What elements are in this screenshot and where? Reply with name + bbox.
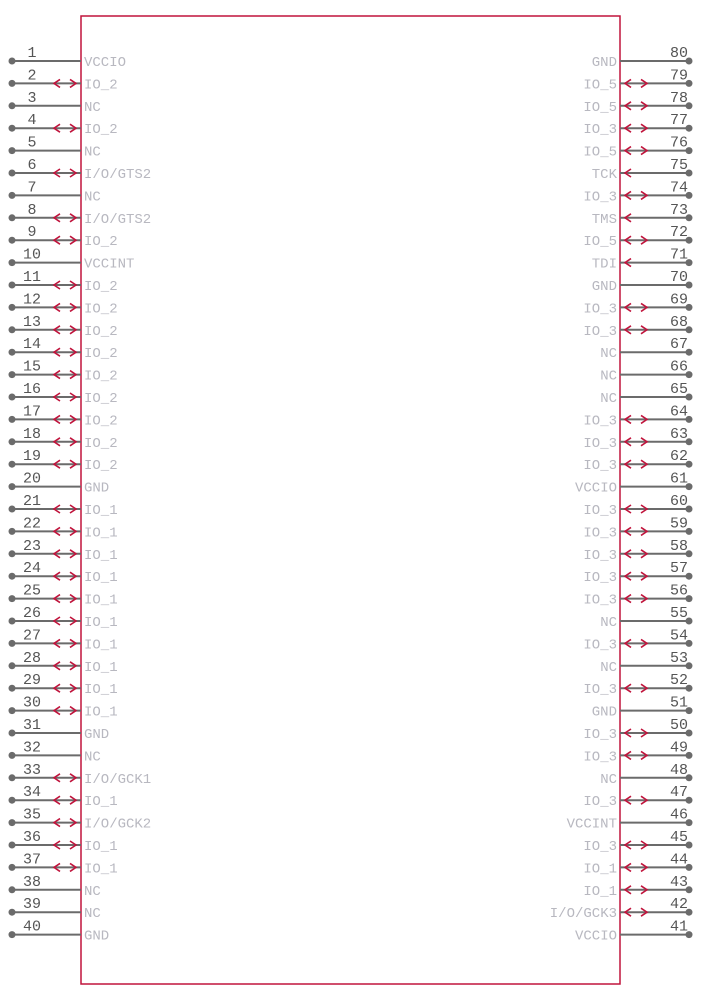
pin-name: I/O/GTS2 (84, 167, 152, 183)
pin-name: IO_3 (583, 592, 617, 609)
pin-endpoint-dot (9, 80, 16, 87)
pin-number: 38 (22, 873, 42, 891)
pin-name: IO_1 (84, 839, 118, 855)
pin-name: NC (600, 659, 617, 676)
pin-name: IO_5 (583, 144, 617, 161)
pin-name: IO_1 (84, 861, 118, 878)
pin-name: NC (600, 615, 617, 631)
pin-number: 20 (22, 470, 42, 488)
pin-name: GND (84, 928, 110, 945)
pin-3 (9, 90, 101, 116)
pin-endpoint-dot (9, 438, 16, 445)
pin-number: 25 (22, 582, 42, 600)
pin-endpoint-dot (9, 371, 16, 378)
pin-name: IO_3 (583, 458, 617, 475)
pin-number: 74 (669, 179, 689, 197)
pin-number: 15 (22, 358, 42, 376)
pin-number: 19 (22, 448, 42, 466)
pin-number: 45 (669, 829, 689, 846)
pin-number: 51 (669, 694, 689, 712)
pin-name: IO_3 (583, 570, 617, 587)
pin-endpoint-dot (9, 237, 16, 244)
pin-number: 13 (22, 313, 42, 331)
pin-name: IO_3 (583, 682, 617, 699)
pin-number: 63 (669, 425, 689, 443)
pin-number: 29 (22, 672, 42, 690)
pin-number: 73 (669, 201, 689, 219)
pin-endpoint-dot (9, 483, 16, 490)
pin-name: NC (600, 391, 617, 407)
pin-number: 76 (669, 134, 689, 152)
pin-endpoint-dot (9, 640, 16, 647)
pin-number: 21 (22, 493, 42, 510)
pin-7 (9, 179, 101, 205)
pin-name: TCK (591, 167, 617, 183)
pin-number: 67 (669, 336, 689, 354)
pin-name: IO_1 (84, 525, 118, 542)
pin-number: 58 (669, 537, 689, 555)
pin-name: VCCINT (566, 816, 617, 833)
pin-name: NC (84, 99, 101, 116)
pin-name: IO_2 (84, 77, 118, 94)
pin-name: IO_3 (583, 323, 617, 340)
pin-endpoint-dot (9, 58, 16, 65)
pin-number: 57 (669, 560, 689, 578)
pin-name: GND (84, 727, 110, 743)
pin-number: 62 (669, 448, 689, 466)
pin-number: 3 (27, 89, 37, 107)
pin-name: IO_3 (583, 727, 617, 743)
pin-endpoint-dot (9, 685, 16, 692)
pin-endpoint-dot (9, 170, 16, 177)
pin-number: 78 (669, 89, 689, 107)
pin-endpoint-dot (9, 707, 16, 714)
pin-name: I/O/GCK3 (549, 906, 617, 923)
pin-number: 50 (669, 717, 689, 734)
pin-endpoint-dot (9, 304, 16, 311)
pin-name: GND (591, 55, 617, 71)
pin-endpoint-dot (9, 662, 16, 669)
pin-endpoint-dot (9, 461, 16, 468)
pin-endpoint-dot (9, 125, 16, 132)
pin-endpoint-dot (9, 147, 16, 154)
pin-endpoint-dot (9, 752, 16, 759)
pin-name: IO_1 (84, 592, 118, 609)
pin-number: 72 (669, 224, 689, 242)
pin-name: IO_1 (84, 615, 118, 631)
pin-number: 4 (27, 112, 37, 130)
pin-number: 59 (669, 515, 689, 533)
pin-number: 32 (22, 739, 42, 757)
pin-name: IO_1 (84, 570, 118, 587)
pin-number: 70 (669, 269, 689, 286)
pin-endpoint-dot (9, 550, 16, 557)
pin-name: IO_1 (84, 704, 118, 721)
pin-number: 27 (22, 627, 42, 645)
pin-endpoint-dot (9, 842, 16, 849)
pin-name: IO_3 (583, 547, 617, 564)
pin-number: 49 (669, 739, 689, 757)
pin-endpoint-dot (9, 730, 16, 737)
pin-number: 53 (669, 649, 689, 667)
pin-number: 77 (669, 112, 689, 130)
pin-name: GND (591, 279, 617, 295)
pin-number: 14 (22, 336, 42, 354)
pin-number: 41 (669, 918, 689, 936)
pin-name: IO_2 (84, 391, 118, 407)
pin-number: 64 (669, 403, 689, 421)
pin-endpoint-dot (9, 819, 16, 826)
pin-number: 10 (22, 246, 42, 264)
pin-endpoint-dot (9, 349, 16, 356)
pin-endpoint-dot (9, 259, 16, 266)
pin-name: IO_3 (583, 122, 617, 139)
pin-number: 37 (22, 851, 42, 869)
pin-name: NC (84, 749, 101, 766)
ic-body-outline (81, 16, 620, 984)
pin-number: 75 (669, 157, 689, 174)
pin-name: TMS (591, 211, 617, 228)
pin-name: IO_2 (84, 346, 118, 363)
pin-endpoint-dot (9, 326, 16, 333)
left-pin-column (9, 45, 152, 945)
pin-number: 46 (669, 806, 689, 824)
pin-number: 28 (22, 649, 42, 667)
pin-name: IO_1 (84, 637, 118, 654)
pin-name: IO_1 (84, 547, 118, 564)
pin-name: VCCIO (574, 480, 617, 497)
pin-endpoint-dot (9, 102, 16, 109)
pin-endpoint-dot (9, 282, 16, 289)
pin-name: IO_2 (84, 413, 118, 430)
pin-name: IO_2 (84, 435, 118, 452)
pin-name: IO_2 (84, 323, 118, 340)
pin-name: GND (84, 480, 110, 497)
pin-name: IO_5 (583, 99, 617, 116)
pin-endpoint-dot (9, 864, 16, 871)
pin-name: IO_2 (84, 279, 118, 295)
pin-name: VCCIO (84, 55, 127, 71)
pin-endpoint-dot (9, 192, 16, 199)
pin-number: 60 (669, 493, 689, 510)
pin-endpoint-dot (9, 931, 16, 938)
pin-endpoint-dot (9, 416, 16, 423)
pin-number: 61 (669, 470, 689, 488)
pin-name: IO_5 (583, 234, 617, 251)
pin-number: 47 (669, 784, 689, 802)
pin-name: NC (600, 771, 617, 788)
pin-name: IO_3 (583, 749, 617, 766)
pin-number: 80 (669, 45, 689, 62)
pin-number: 54 (669, 627, 689, 645)
right-pin-column (550, 45, 693, 945)
pin-number: 39 (22, 896, 42, 914)
pin-number: 43 (669, 873, 689, 891)
pin-name: VCCINT (84, 256, 135, 273)
pin-name: IO_1 (84, 794, 118, 811)
pin-number: 8 (27, 201, 37, 219)
pin-40 (9, 919, 110, 945)
pin-name: IO_2 (84, 234, 118, 251)
pin-endpoint-dot (9, 506, 16, 513)
pin-endpoint-dot (9, 528, 16, 535)
pin-name: NC (84, 883, 101, 900)
pin-name: IO_3 (583, 839, 617, 855)
pin-number: 42 (669, 896, 689, 914)
pin-number: 11 (22, 269, 42, 286)
pin-name: GND (591, 704, 617, 721)
pin-name: IO_1 (84, 682, 118, 699)
pin-name: NC (84, 189, 101, 206)
pin-number: 65 (669, 381, 689, 398)
pin-name: IO_2 (84, 122, 118, 139)
pin-name: I/O/GCK2 (84, 816, 152, 833)
pin-endpoint-dot (9, 797, 16, 804)
pin-name: IO_3 (583, 413, 617, 430)
pin-number: 71 (669, 246, 689, 264)
pin-name: IO_2 (84, 368, 118, 385)
pin-number: 40 (22, 918, 42, 936)
pin-name: I/O/GCK1 (84, 771, 152, 788)
pin-2 (9, 67, 118, 93)
pin-name: NC (84, 906, 101, 923)
pin-endpoint-dot (9, 394, 16, 401)
pin-number: 26 (22, 605, 42, 622)
pin-endpoint-dot (9, 618, 16, 625)
pin-number: 22 (22, 515, 42, 533)
pin-4 (9, 112, 118, 138)
pin-number: 6 (27, 157, 37, 174)
pin-endpoint-dot (9, 595, 16, 602)
pin-name: IO_5 (583, 77, 617, 94)
pin-number: 79 (669, 67, 689, 85)
pin-endpoint-dot (9, 573, 16, 580)
pin-name: IO_3 (583, 435, 617, 452)
pin-name: IO_2 (84, 301, 118, 318)
pin-name: NC (600, 346, 617, 363)
pin-name: IO_1 (583, 883, 617, 900)
pin-number: 9 (27, 224, 37, 242)
pin-number: 56 (669, 582, 689, 600)
pin-name: IO_1 (84, 503, 118, 519)
pin-41 (575, 919, 693, 945)
pin-number: 35 (22, 806, 42, 824)
pin-name: VCCIO (574, 928, 617, 945)
pin-number: 33 (22, 761, 42, 779)
pin-number: 5 (27, 134, 37, 152)
pin-name: IO_3 (583, 637, 617, 654)
pin-endpoint-dot (9, 774, 16, 781)
pin-name: IO_1 (84, 659, 118, 676)
pin-number: 31 (22, 717, 42, 734)
pin-number: 2 (27, 67, 37, 85)
pin-number: 44 (669, 851, 689, 869)
pin-number: 24 (22, 560, 42, 578)
pin-name: IO_3 (583, 794, 617, 811)
pin-name: IO_2 (84, 458, 118, 475)
pin-number: 1 (27, 45, 37, 62)
pin-5 (9, 135, 101, 161)
pin-number: 36 (22, 829, 42, 846)
pin-number: 30 (22, 694, 42, 712)
pin-name: IO_3 (583, 503, 617, 519)
pin-number: 18 (22, 425, 42, 443)
pin-name: IO_3 (583, 189, 617, 206)
pin-number: 68 (669, 313, 689, 331)
pin-number: 23 (22, 537, 42, 555)
pin-number: 34 (22, 784, 42, 802)
pin-number: 17 (22, 403, 42, 421)
pin-endpoint-dot (9, 909, 16, 916)
pin-number: 12 (22, 291, 42, 309)
pin-number: 48 (669, 761, 689, 779)
pin-name: IO_1 (583, 861, 617, 878)
pin-endpoint-dot (9, 214, 16, 221)
pin-name: I/O/GTS2 (84, 211, 152, 228)
pin-endpoint-dot (9, 886, 16, 893)
pin-number: 55 (669, 605, 689, 622)
pin-1 (9, 45, 127, 71)
pin-number: 66 (669, 358, 689, 376)
pin-name: TDI (591, 256, 617, 273)
pin-number: 52 (669, 672, 689, 690)
pin-number: 16 (22, 381, 42, 398)
pin-name: NC (84, 144, 101, 161)
pin-name: NC (600, 368, 617, 385)
pin-number: 69 (669, 291, 689, 309)
pin-number: 7 (27, 179, 37, 197)
pin-name: IO_3 (583, 525, 617, 542)
pin-name: IO_3 (583, 301, 617, 318)
